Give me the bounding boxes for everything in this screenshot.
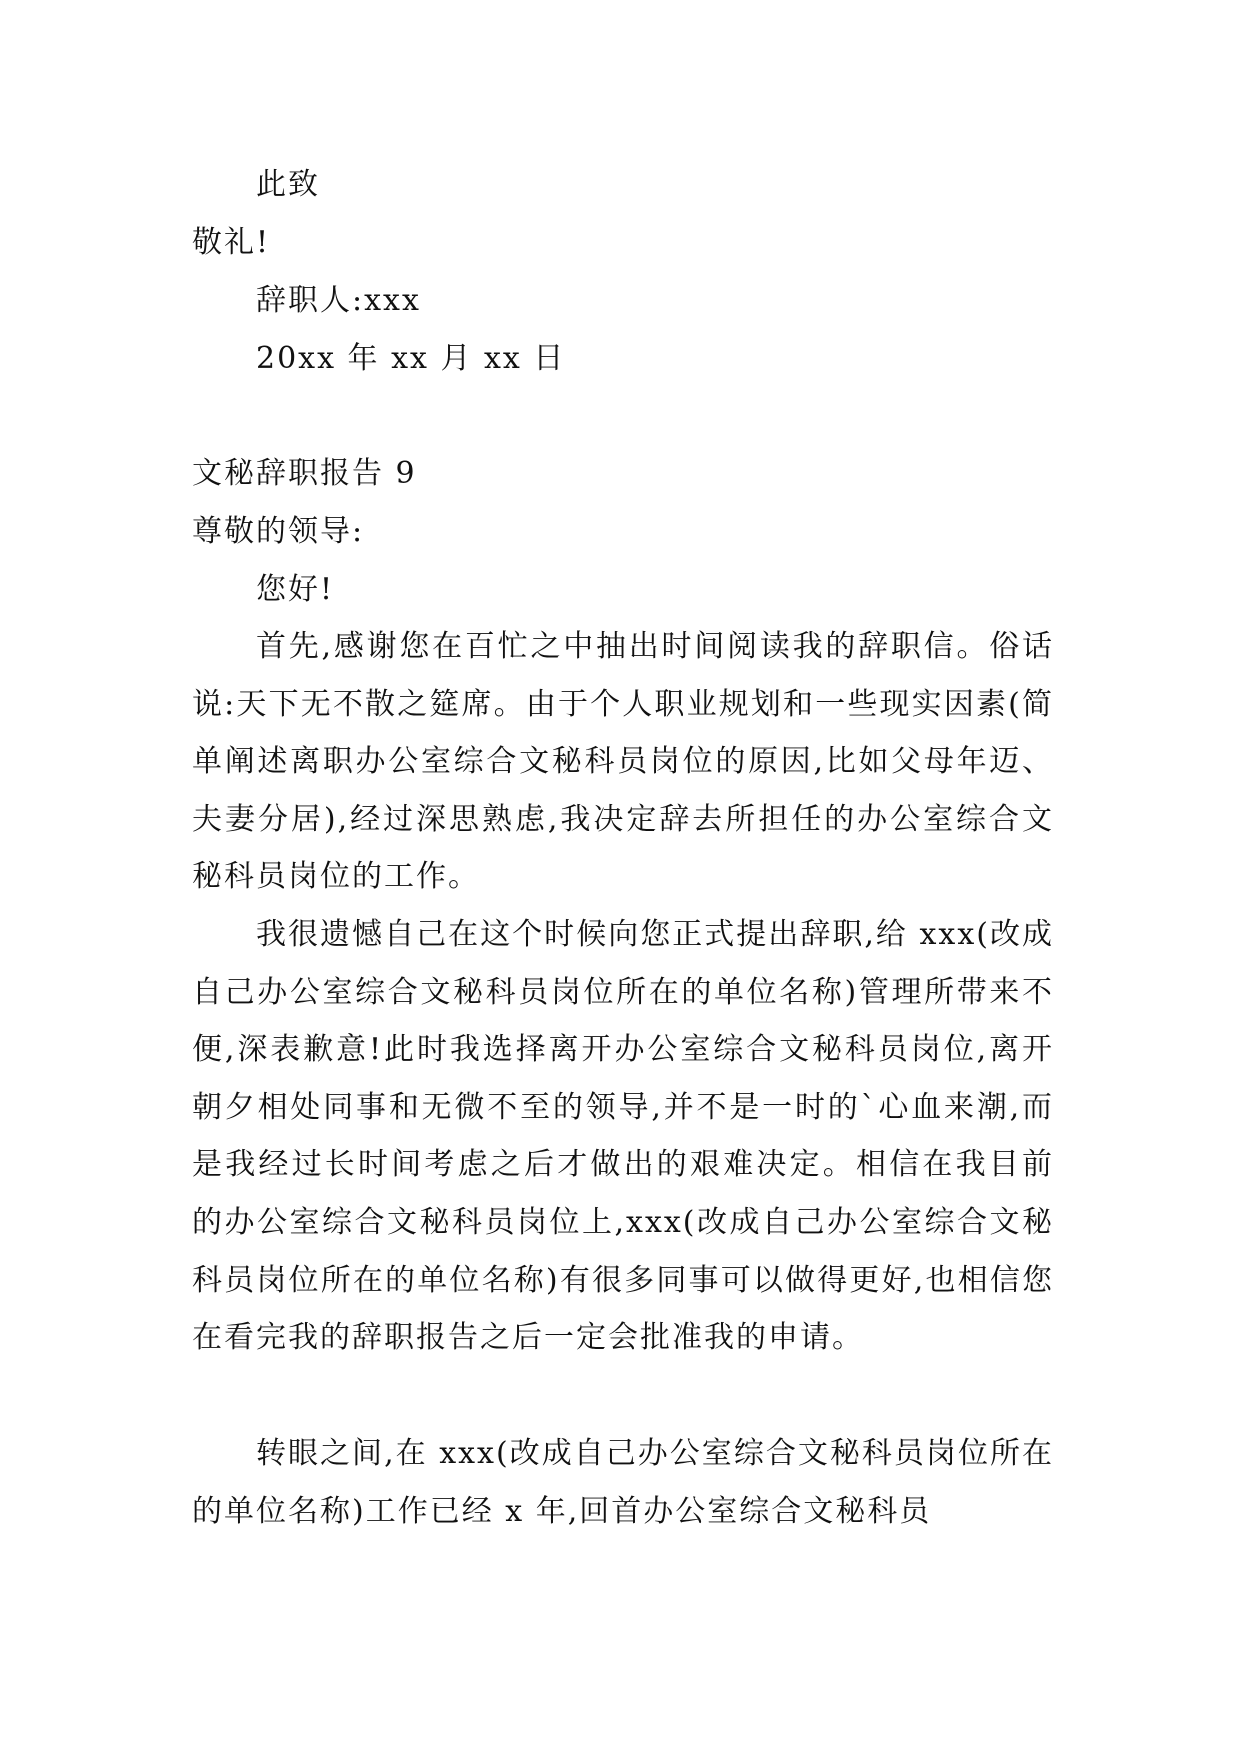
closing-ci-zhi: 此致 — [256, 167, 320, 202]
closing-jing-li: 敬礼! — [192, 225, 271, 260]
paragraph: 首先,感谢您在百忙之中抽出时间阅读我的辞职信。俗话说:天下无不散之筵席。由于个人职业规划和一些现实因素(简单阐述离职办公室综合文秘科员岗位的原因,比如父母年迈、夫妻分居),经过深思熟虑,我决定辞去所担任的办公室综合文秘科员岗位的工作。 — [192, 629, 1054, 895]
paragraph: 转眼之间,在 xxx(改成自己办公室综合文秘科员岗位所在的单位名称)工作已经 x 年,回首办公室综合文秘科员 — [192, 1436, 1054, 1529]
paragraph: 我很遗憾自己在这个时候向您正式提出辞职,给 xxx(改成自己办公室综合文秘科员岗位所在的单位名称)管理所带来不便,深表歉意!此时我选择离开办公室综合文秘科员岗位,离开朝夕相处同事和无微不至的领导,并不是一时的`心血来潮,而是我经过长时间考虑之后才做出的艰难决定。相信在我目前的办公室综合文秘科员岗位上,xxx(改成自己办公室综合文秘科员岗位所在的单位名称)有很多同事可以做得更好,也相信您在看完我的辞职报告之后一定会批准我的申请。 — [192, 917, 1054, 1356]
signer-line: 辞职人:xxx — [256, 283, 421, 318]
section-title: 文秘辞职报告 9 — [192, 456, 417, 491]
greeting: 您好! — [256, 572, 335, 607]
salutation: 尊敬的领导: — [192, 514, 365, 549]
date-line: 20xx 年 xx 月 xx 日 — [256, 341, 566, 376]
